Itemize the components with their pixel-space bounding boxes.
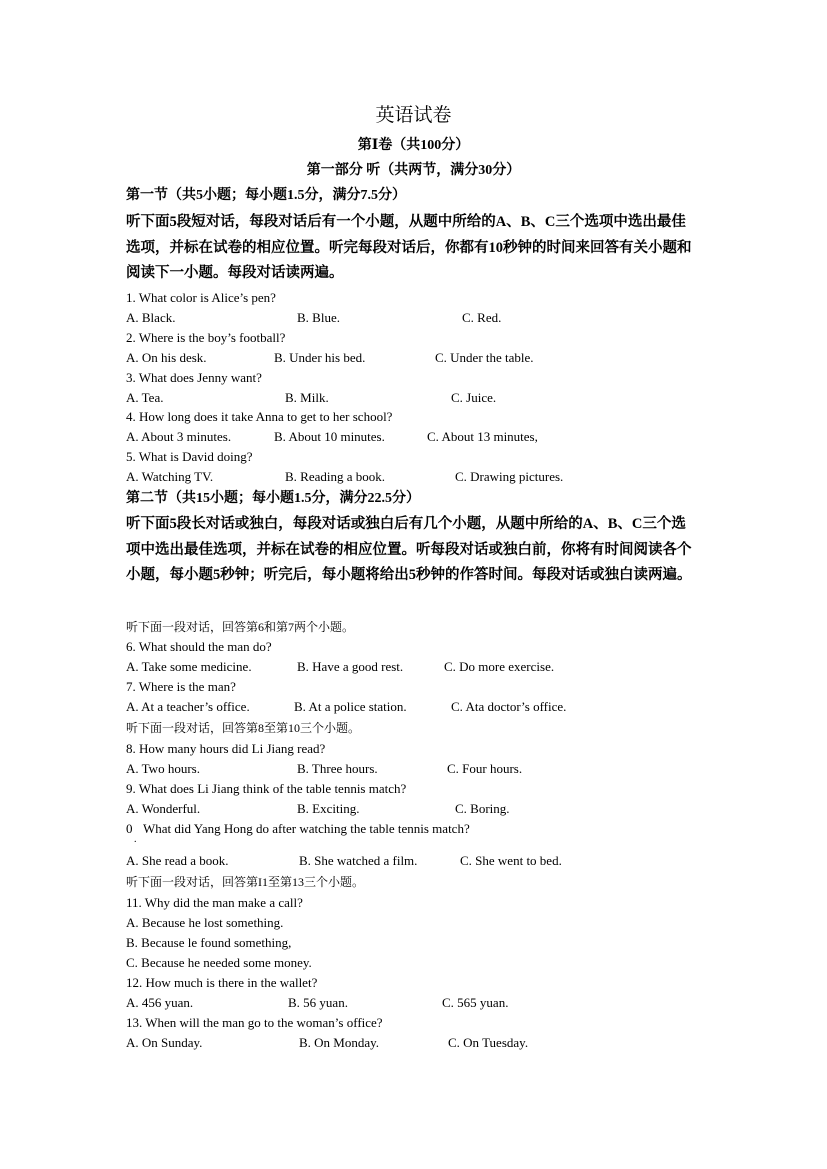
- part-heading: 第一部分 听（共两节，满分30分）: [306, 163, 521, 178]
- question-11: 11. Why did the man make a call?: [126, 895, 303, 910]
- section2-instructions: 听下面5段长对话或独白，每段对话或独白后有几个小题，从题中所给的A、B、C三个选项中选出最佳选项，并标在试卷的相应位置。听每段对话或独白前，你将有时间阅读各个小题，每小题5秒钟；听完后，每小题将给出5秒钟的作答时间。每段对话或独白读两遍。: [126, 516, 692, 583]
- q13-option-c: C. On Tuesday.: [448, 1035, 529, 1050]
- section2-heading: 第二节（共15小题；每小题1.5分，满分22.5分）: [126, 491, 420, 506]
- question-8: 8. How many hours did Li Jiang read?: [126, 741, 326, 756]
- q2-option-a: A. On his desk.: [126, 350, 207, 365]
- q7-option-b: B. At a police station.: [294, 699, 407, 714]
- q7-option-a: A. At a teacher’s office.: [126, 699, 250, 714]
- q1-option-a: A. Black.: [126, 310, 176, 325]
- q8-option-c: C. Four hours.: [447, 761, 523, 776]
- q6-option-b: B. Have a good rest.: [297, 659, 404, 674]
- q11-option-c: C. Because he needed some money.: [126, 955, 312, 970]
- section1-instructions: 听下面5段短对话，每段对话后有一个小题，从题中所给的A、B、C三个选项中选出最佳选项，并标在试卷的相应位置。听完每段对话后，你都有10秒钟的时间来回答有关小题和阅读下一小题。每段对话读两遍。: [126, 214, 692, 281]
- question-13: 13. When will the man go to the woman’s office?: [126, 1015, 383, 1030]
- q6-option-c: C. Do more exercise.: [444, 659, 555, 674]
- question-6: 6. What should the man do?: [126, 639, 272, 654]
- question-1: 1. What color is Alice’s pen?: [126, 290, 276, 305]
- q10-option-a: A. She read a book.: [126, 853, 229, 868]
- q5-option-c: C. Drawing pictures.: [455, 469, 564, 484]
- q3-option-a: A. Tea.: [126, 390, 164, 405]
- question-5: 5. What is David doing?: [126, 449, 253, 464]
- section1-heading: 第一节（共5小题；每小题1.5分，满分7.5分）: [126, 188, 406, 203]
- q9-option-a: A. Wonderful.: [126, 801, 201, 816]
- q13-option-b: B. On Monday.: [299, 1035, 380, 1050]
- q2-option-c: C. Under the table.: [435, 350, 534, 365]
- listening-note-3: 听下面一段对话，回答第I1至第13三个小题。: [126, 875, 364, 889]
- question-10-dot: .: [134, 834, 137, 845]
- volume-heading: 第Ⅰ卷（共100分）: [357, 138, 470, 153]
- q10-option-c: C. She went to bed.: [460, 853, 562, 868]
- exam-title: 英语试卷: [375, 105, 452, 126]
- q12-option-a: A. 456 yuan.: [126, 995, 194, 1010]
- q4-option-b: B. About 10 minutes.: [274, 429, 385, 444]
- q4-option-a: A. About 3 minutes.: [126, 429, 232, 444]
- question-3: 3. What does Jenny want?: [126, 370, 262, 385]
- listening-note-1: 听下面一段对话，回答第6和第7两个小题。: [126, 620, 355, 634]
- q8-option-b: B. Three hours.: [297, 761, 378, 776]
- q5-option-a: A. Watching TV.: [126, 469, 214, 484]
- question-2: 2. Where is the boy’s football?: [126, 330, 286, 345]
- q9-option-c: C. Boring.: [455, 801, 510, 816]
- q1-option-b: B. Blue.: [297, 310, 340, 325]
- q4-option-c: C. About 13 minutes,: [427, 429, 538, 444]
- question-10-number: 0: [126, 821, 133, 836]
- question-7: 7. Where is the man?: [126, 679, 236, 694]
- q5-option-b: B. Reading a book.: [285, 469, 386, 484]
- q6-option-a: A. Take some medicine.: [126, 659, 252, 674]
- listening-note-2: 听下面一段对话，回答第8至第10三个小题。: [126, 721, 361, 735]
- q8-option-a: A. Two hours.: [126, 761, 200, 776]
- q10-option-b: B. She watched a film.: [299, 853, 418, 868]
- q12-option-b: B. 56 yuan.: [288, 995, 348, 1010]
- question-12: 12. How much is there in the wallet?: [126, 975, 318, 990]
- q3-option-c: C. Juice.: [451, 390, 497, 405]
- q13-option-a: A. On Sunday.: [126, 1035, 203, 1050]
- question-10: What did Yang Hong do after watching the table tennis match?: [143, 821, 470, 836]
- q2-option-b: B. Under his bed.: [274, 350, 366, 365]
- q7-option-c: C. Ata doctor’s office.: [451, 699, 567, 714]
- q1-option-c: C. Red.: [462, 310, 502, 325]
- question-4: 4. How long does it take Anna to get to her school?: [126, 409, 393, 424]
- q3-option-b: B. Milk.: [285, 390, 329, 405]
- question-9: 9. What does Li Jiang think of the table tennis match?: [126, 781, 407, 796]
- q9-option-b: B. Exciting.: [297, 801, 360, 816]
- q12-option-c: C. 565 yuan.: [442, 995, 509, 1010]
- q11-option-b: B. Because le found something,: [126, 935, 292, 950]
- q11-option-a: A. Because he lost something.: [126, 915, 284, 930]
